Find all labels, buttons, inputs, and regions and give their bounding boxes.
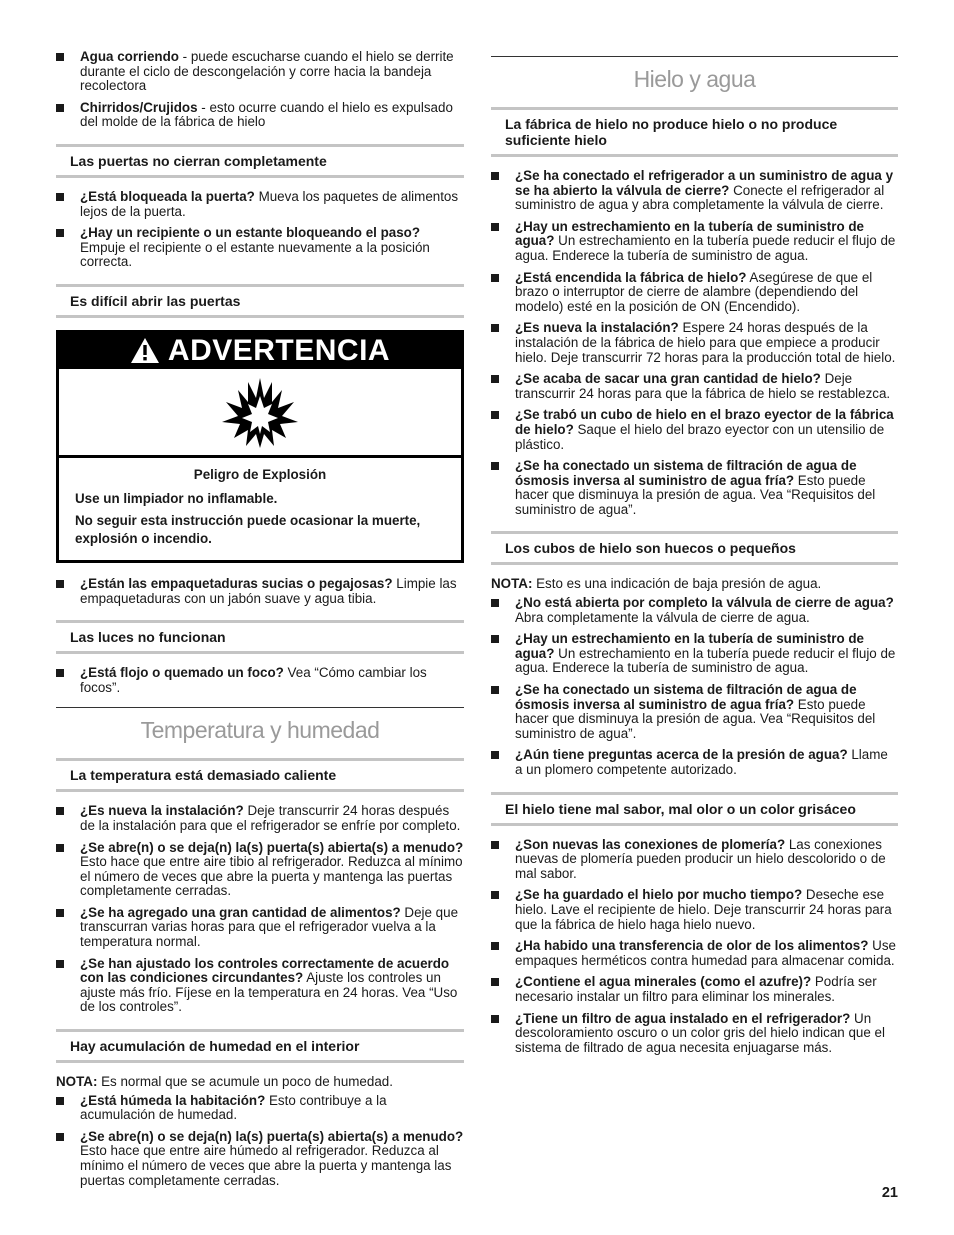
list-item-text: Empuje el recipiente o el estante nuevamente a la posición correcta. — [80, 239, 430, 270]
square-bullet-icon — [491, 635, 499, 643]
hollow-note — [491, 577, 898, 592]
list-item-question: ¿Contiene el agua minerales (como el azufre)? — [515, 974, 812, 990]
explosion-icon — [59, 369, 461, 458]
list-item-question: ¿Es nueva la instalación? — [515, 320, 679, 336]
square-bullet-icon — [56, 104, 64, 112]
square-bullet-icon — [491, 942, 499, 950]
doors-list — [56, 190, 464, 270]
hot-list — [56, 804, 464, 1015]
list-item — [56, 841, 464, 899]
list-item — [491, 271, 898, 315]
list-item-text: Un estrechamiento en la tubería puede reducir el flujo de agua. Enderece la tubería de suministro de agua. — [515, 645, 896, 676]
hollow-note-text: Esto es una indicación de baja presión de agua. — [532, 576, 822, 592]
square-bullet-icon — [491, 1015, 499, 1023]
list-item — [491, 888, 898, 932]
hollow-list — [491, 596, 898, 778]
list-item-text: Esto puede hacer que disminuya la presión de agua. Vea “Requisitos del suministro de agua”. — [515, 696, 876, 741]
subheading-humidity: Hay acumulación de humedad en el interior — [56, 1029, 464, 1063]
list-item-question: ¿Ha habido una transferencia de olor de los alimentos? — [515, 938, 869, 954]
warning-triangle-icon — [130, 337, 160, 364]
list-item-text: Espere 24 horas después de la instalación de la fábrica de hielo para que empiece a producir hielo. Deje transcurrir 72 horas para la producción total de hielo. — [515, 320, 896, 365]
list-item-text: Llame a un plomero competente autorizado. — [515, 747, 888, 777]
list-item-question: ¿Se ha conectado un sistema de filtración de agua de ósmosis inversa al suministro de agua fría? — [515, 682, 857, 712]
list-item-text: - puede escucharse cuando el hielo se derrite durante el ciclo de descongelación y corre hacia la bandeja recolectora — [80, 49, 454, 94]
square-bullet-icon — [491, 274, 499, 282]
list-item — [491, 838, 898, 882]
list-item — [56, 190, 464, 219]
list-item-question: Agua corriendo — [80, 49, 179, 64]
list-item-text: Asegúrese de que el brazo o interruptor de cierre de alambre (dependiendo del modelo) esté en la posición de ON (Encendido). — [515, 269, 873, 314]
list-item — [491, 632, 898, 676]
square-bullet-icon — [491, 411, 499, 419]
subheading-lights: Las luces no funcionan — [56, 620, 464, 654]
square-bullet-icon — [56, 1133, 64, 1141]
humidity-note — [56, 1075, 464, 1090]
list-item — [491, 975, 898, 1004]
no-ice-list — [491, 169, 898, 517]
list-item-question: ¿Se abre(n) o se deja(n) la(s) puerta(s) abierta(s) a menudo? — [80, 1128, 464, 1144]
square-bullet-icon — [56, 960, 64, 968]
list-item-question: ¿Son nuevas las conexiones de plomería? — [515, 836, 786, 852]
list-item-question: ¿Hay un recipiente o un estante bloqueando el paso? — [80, 225, 421, 241]
humidity-note-text: Es normal que se acumule un poco de humedad. — [97, 1074, 393, 1090]
list-item-question: ¿Hay un estrechamiento en la tubería de suministro de agua? — [515, 631, 864, 661]
list-item — [491, 321, 898, 365]
list-item — [56, 957, 464, 1015]
list-item-text: Esto hace que entre aire tibio al refrigerador. Reduzca al mínimo el número de veces que abre la puerta y mantenga las puertas completamente cerradas. — [80, 854, 463, 899]
list-item-text: Un estrechamiento en la tubería puede reducir el flujo de agua. Enderece la tubería de suministro de agua. — [515, 233, 896, 263]
list-item — [56, 804, 464, 833]
list-item-text: Esto puede hacer que disminuya la presión de agua. Vea “Requisitos del suministro de agua”. — [515, 472, 876, 517]
square-bullet-icon — [491, 172, 499, 180]
list-item-question: ¿Se ha conectado un sistema de filtración de agua de ósmosis inversa al suministro de agua fría? — [515, 458, 857, 488]
square-bullet-icon — [56, 909, 64, 917]
list-item — [491, 1012, 898, 1056]
warning-line-1: Use un limpiador no inflamable. — [75, 490, 278, 506]
list-item — [56, 1094, 464, 1123]
list-item — [491, 408, 898, 452]
list-item — [56, 577, 464, 606]
square-bullet-icon — [491, 324, 499, 332]
list-item-question: ¿Está húmeda la habitación? — [80, 1092, 266, 1108]
list-item-text: Deje que transcurran varias horas para que el refrigerador vuelva a la temperatura normal. — [80, 904, 459, 950]
list-item-question: Chirridos/Crujidos — [80, 99, 198, 115]
list-item — [56, 666, 464, 695]
lights-list — [56, 666, 464, 695]
list-item-text: Conecte el refrigerador al suministro de agua y abra completamente la válvula de cierre. — [515, 182, 885, 213]
list-item-question: ¿Se han ajustado los controles correctamente de acuerdo con las condiciones circundantes? — [80, 955, 450, 986]
section-title-ice-water: Hielo y agua — [491, 56, 898, 93]
list-item — [56, 1130, 464, 1188]
square-bullet-icon — [491, 223, 499, 231]
list-item — [56, 226, 464, 270]
list-item-text: Podría ser necesario instalar un filtro para eliminar los minerales. — [515, 974, 877, 1004]
subheading-bad-taste: El hielo tiene mal sabor, mal olor o un color grisáceo — [491, 792, 898, 826]
subheading-doors: Las puertas no cierran completamente — [56, 144, 464, 178]
list-item — [491, 683, 898, 741]
warning-header-text: ADVERTENCIA — [167, 333, 391, 367]
list-item-text: Mueva los paquetes de alimentos lejos de la puerta. — [80, 188, 459, 219]
subheading-too-hot: La temperatura está demasiado caliente — [56, 758, 464, 792]
square-bullet-icon — [491, 686, 499, 694]
list-item-question: ¿Se ha conectado el refrigerador a un suministro de agua y se ha abierto la válvula de cierre? — [515, 168, 894, 198]
list-item-question: ¿Se acaba de sacar una gran cantidad de hielo? — [515, 371, 821, 387]
left-column — [56, 50, 464, 1195]
warning-header — [59, 333, 461, 369]
square-bullet-icon — [56, 580, 64, 588]
gasket-list — [56, 577, 464, 606]
list-item-question: ¿Está flojo o quemado un foco? — [80, 665, 284, 681]
list-item — [491, 169, 898, 213]
list-item — [491, 220, 898, 264]
list-item-question: ¿Está bloqueada la puerta? — [80, 188, 255, 204]
square-bullet-icon — [491, 599, 499, 607]
list-item — [56, 906, 464, 950]
list-item-text: Un descoloramiento oscuro o un color gris del hielo indican que el sistema de filtrado de agua necesita enjuagarse más. — [515, 1010, 885, 1055]
square-bullet-icon — [491, 841, 499, 849]
list-item-question: ¿Se ha guardado el hielo por mucho tiempo? — [515, 887, 803, 903]
list-item-text: Esto contribuye a la acumulación de humedad. — [80, 1092, 387, 1123]
list-item-text: Deje transcurrir 24 horas para que la fábrica de hielo se restablezca. — [515, 371, 891, 401]
list-item — [491, 459, 898, 517]
list-item-question: ¿Tiene un filtro de agua instalado en el refrigerador? — [515, 1010, 851, 1026]
list-item-text: Ajuste los controles un ajuste más frío. Fíjese en la temperatura en 24 horas. Vea “Uso de los controles”. — [80, 970, 458, 1015]
square-bullet-icon — [491, 751, 499, 759]
square-bullet-icon — [56, 229, 64, 237]
list-item-text: Las conexiones nuevas de plomería pueden producir un hielo descolorido o de mal sabor. — [515, 836, 886, 881]
warning-box — [56, 330, 464, 563]
square-bullet-icon — [56, 1097, 64, 1105]
square-bullet-icon — [491, 462, 499, 470]
list-item-question: ¿Se ha agregado una gran cantidad de alimentos? — [80, 904, 401, 920]
subheading-hard-open: Es difícil abrir las puertas — [56, 284, 464, 318]
list-item-question: ¿Es nueva la instalación? — [80, 803, 244, 819]
square-bullet-icon — [56, 193, 64, 201]
intro-list — [56, 50, 464, 130]
list-item-text: Saque el hielo del brazo eyector con un utensilio de plástico. — [515, 421, 885, 452]
square-bullet-icon — [56, 669, 64, 677]
list-item — [491, 939, 898, 968]
list-item-question: ¿Se trabó un cubo de hielo en el brazo eyector de la fábrica de hielo? — [515, 407, 894, 437]
list-item-question: ¿Está encendida la fábrica de hielo? — [515, 269, 747, 285]
list-item — [491, 372, 898, 401]
subheading-no-ice: La fábrica de hielo no produce hielo o no produce suficiente hielo — [491, 107, 898, 157]
square-bullet-icon — [56, 844, 64, 852]
square-bullet-icon — [56, 807, 64, 815]
square-bullet-icon — [491, 375, 499, 383]
list-item-text: Use empaques herméticos contra humedad para almacenar comida. — [515, 938, 896, 968]
list-item-question: ¿No está abierta por completo la válvula de cierre de agua? — [515, 595, 894, 611]
square-bullet-icon — [56, 53, 64, 61]
list-item — [56, 50, 464, 94]
list-item-question: ¿Aún tiene preguntas acerca de la presión de agua? — [515, 747, 848, 763]
square-bullet-icon — [491, 891, 499, 899]
warning-title: Peligro de Explosión — [193, 466, 327, 482]
hollow-note-label: NOTA: — [491, 576, 533, 592]
list-item-text: Deseche ese hielo. Lave el recipiente de hielo. Deje transcurrir 24 horas para que la fábrica de hielo haga hielo nuevo. — [515, 887, 892, 932]
list-item-text: Vea “Cómo cambiar los focos”. — [80, 665, 427, 695]
list-item — [491, 596, 898, 625]
warning-text — [59, 458, 461, 560]
humid-list — [56, 1094, 464, 1189]
taste-list — [491, 838, 898, 1056]
square-bullet-icon — [491, 978, 499, 986]
list-item — [56, 101, 464, 130]
page-number: 21 — [881, 1185, 898, 1201]
list-item-text: Deje transcurrir 24 horas después de la instalación para que el refrigerador se enfríe por completo. — [80, 803, 461, 833]
section-title-temperature: Temperatura y humedad — [56, 707, 464, 744]
list-item-text: - esto ocurre cuando el hielo es expulsado del molde de la fábrica de hielo — [80, 99, 453, 130]
list-item-text: Abra completamente la válvula de cierre de agua. — [515, 609, 810, 625]
list-item-text: Limpie las empaquetaduras con un jabón suave y agua tibia. — [80, 575, 457, 606]
list-item-question: ¿Están las empaquetaduras sucias o pegajosas? — [80, 575, 393, 591]
warning-line-2: No seguir esta instrucción puede ocasionar la muerte, explosión o incendio. — [75, 512, 421, 546]
list-item-question: ¿Se abre(n) o se deja(n) la(s) puerta(s) abierta(s) a menudo? — [80, 839, 464, 855]
list-item — [491, 748, 898, 777]
subheading-hollow-cubes: Los cubos de hielo son huecos o pequeños — [491, 531, 898, 565]
list-item-question: ¿Hay un estrechamiento en la tubería de suministro de agua? — [515, 218, 864, 249]
list-item-text: Esto hace que entre aire húmedo al refrigerador. Reduzca al mínimo el número de veces que abre la puerta y mantenga las puertas completamente cerradas. — [80, 1143, 452, 1188]
right-column — [491, 56, 898, 1062]
humidity-note-label: NOTA: — [56, 1074, 98, 1090]
